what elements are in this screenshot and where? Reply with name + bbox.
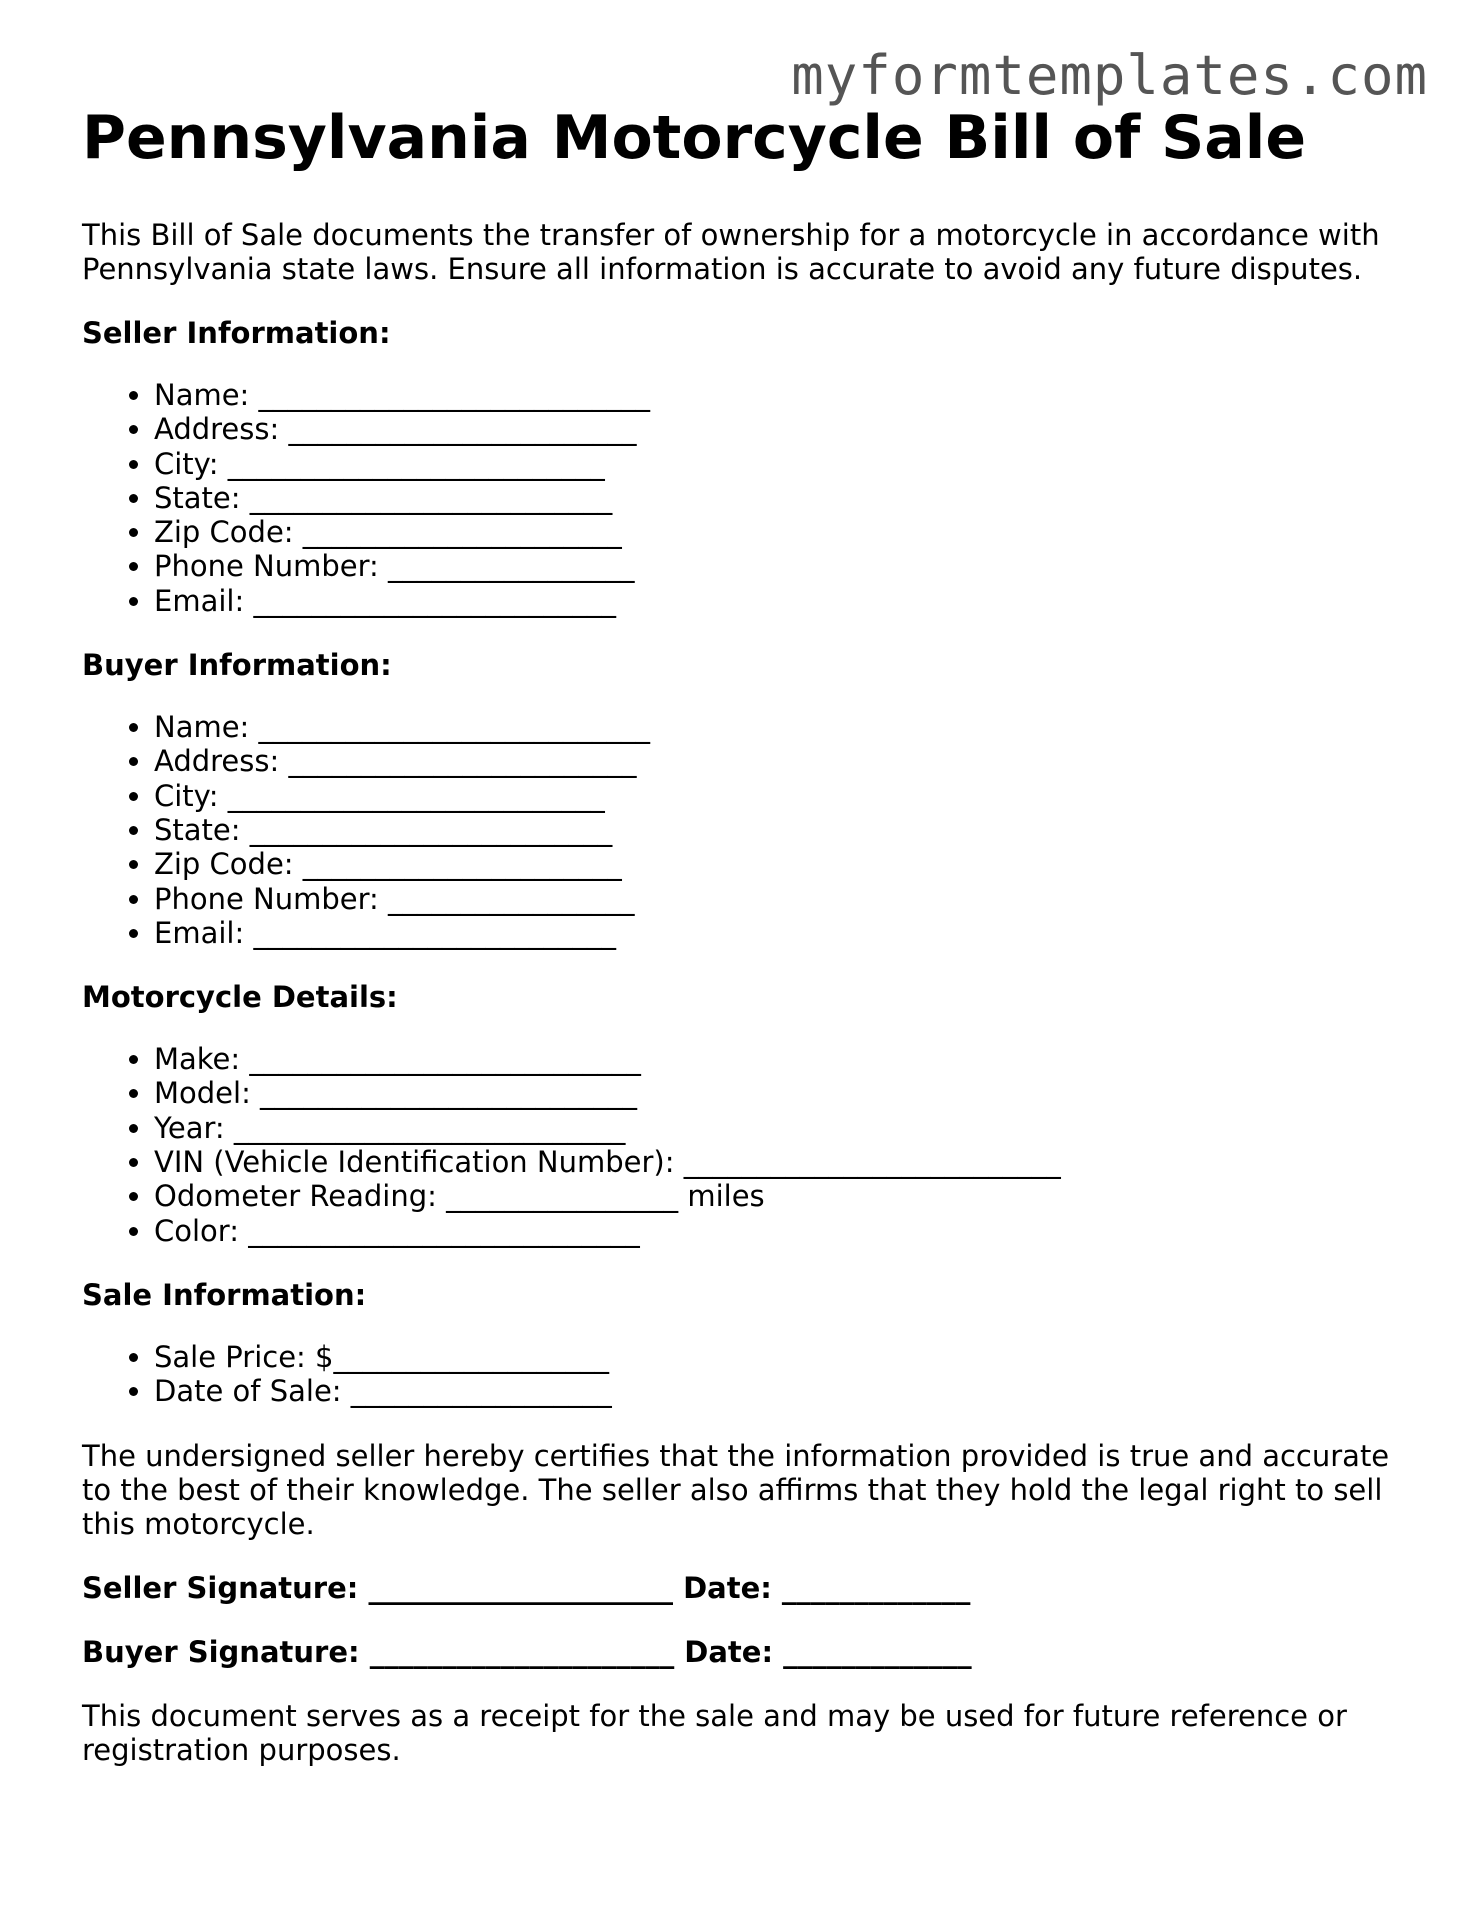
seller-email-field[interactable]: • Email: _________________________ bbox=[154, 584, 1412, 618]
document-body bbox=[82, 102, 1412, 1767]
buyer-heading: Buyer Information: bbox=[82, 648, 392, 683]
buyer-state-field[interactable]: • State: _________________________ bbox=[154, 813, 1412, 847]
intro-paragraph: This Bill of Sale documents the transfer of ownership for a motorcycle in accordance with Pennsylvania state laws. Ensure all information is accurate to avoid any future disputes. bbox=[82, 218, 1380, 286]
seller-heading: Seller Information: bbox=[82, 316, 391, 350]
buyer-name-field[interactable]: • Name: ___________________________ bbox=[154, 710, 1412, 744]
motorcycle-color-field[interactable]: • Color: ___________________________ bbox=[154, 1214, 1412, 1248]
buyer-email-field[interactable]: • Email: _________________________ bbox=[154, 916, 1412, 950]
motorcycle-fields bbox=[82, 1042, 1412, 1248]
seller-address-field[interactable]: • Address: ________________________ bbox=[154, 412, 1412, 446]
buyer-address-field[interactable]: • Address: ________________________ bbox=[154, 744, 1412, 778]
page-title: Pennsylvania Motorcycle Bill of Sale bbox=[82, 103, 1307, 173]
motorcycle-odometer-field[interactable]: • Odometer Reading: ________________ miles bbox=[154, 1179, 1412, 1213]
motorcycle-model-field[interactable]: • Model: __________________________ bbox=[154, 1076, 1412, 1110]
watermark: myformtemplates.com bbox=[791, 44, 1428, 107]
motorcycle-make-field[interactable]: • Make: ___________________________ bbox=[154, 1042, 1412, 1076]
buyer-signature-text: Buyer Signature: _____________________ Date: _____________ bbox=[82, 1634, 972, 1669]
seller-name-field[interactable]: • Name: ___________________________ bbox=[154, 378, 1412, 412]
sale-heading: Sale Information: bbox=[82, 1277, 367, 1312]
seller-state-field[interactable]: • State: _________________________ bbox=[154, 481, 1412, 515]
certification-paragraph: The undersigned seller hereby certifies that the information provided is true and accurate to the best of their knowledge. The seller also affirms that they hold the legal right to sell this motorcycle. bbox=[82, 1438, 1390, 1541]
seller-fields bbox=[82, 378, 1412, 618]
seller-city-field[interactable]: • City: __________________________ bbox=[154, 447, 1412, 481]
sale-fields bbox=[82, 1340, 1412, 1409]
seller-zip-field[interactable]: • Zip Code: ______________________ bbox=[154, 515, 1412, 549]
sale-price-field[interactable]: • Sale Price: $___________________ bbox=[154, 1340, 1412, 1374]
seller-signature-text: Seller Signature: _____________________ Date: _____________ bbox=[82, 1570, 971, 1605]
motorcycle-heading: Motorcycle Details: bbox=[82, 980, 398, 1015]
sale-date-field[interactable]: • Date of Sale: __________________ bbox=[154, 1374, 1412, 1408]
buyer-fields bbox=[82, 710, 1412, 950]
motorcycle-vin-field[interactable]: • VIN (Vehicle Identification Number): __________________________ bbox=[154, 1145, 1412, 1179]
seller-signature-line[interactable] bbox=[82, 1571, 1412, 1605]
buyer-zip-field[interactable]: • Zip Code: ______________________ bbox=[154, 847, 1412, 881]
seller-phone-field[interactable]: • Phone Number: _________________ bbox=[154, 549, 1412, 583]
buyer-phone-field[interactable]: • Phone Number: _________________ bbox=[154, 882, 1412, 916]
buyer-city-field[interactable]: • City: __________________________ bbox=[154, 779, 1412, 813]
footer-paragraph: This document serves as a receipt for the sale and may be used for future reference or registration purposes. bbox=[82, 1698, 1347, 1767]
buyer-signature-line[interactable] bbox=[82, 1635, 1412, 1669]
motorcycle-year-field[interactable]: • Year: ___________________________ bbox=[154, 1111, 1412, 1145]
